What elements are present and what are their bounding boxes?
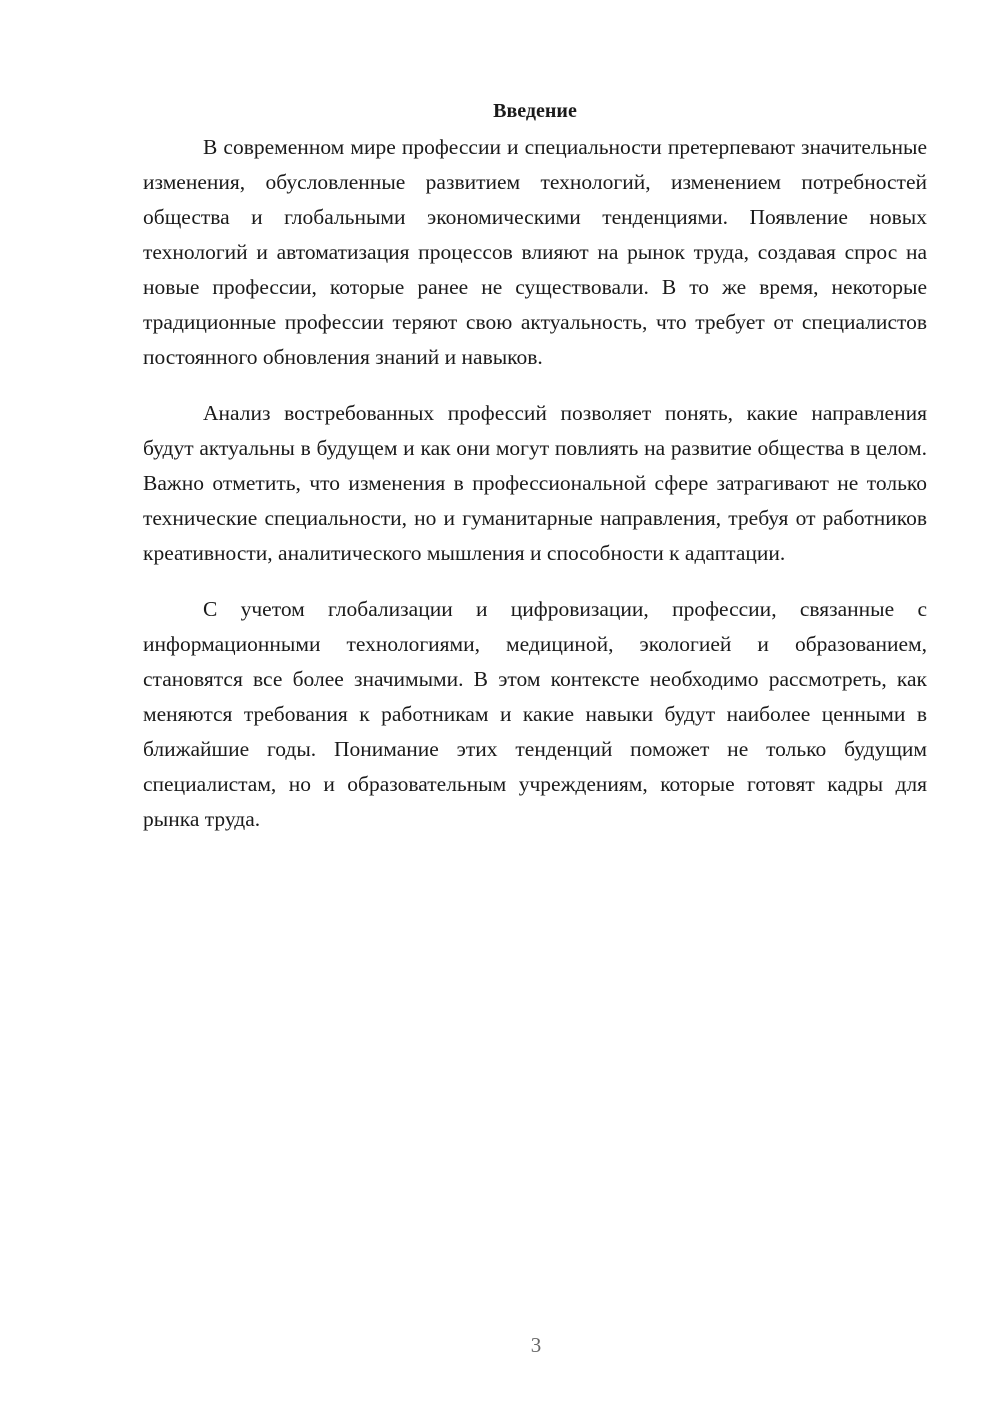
paragraph-2: Анализ востребованных профессий позволяет понять, какие направления будут актуальны в будущем и как они могут повлиять на развитие общества в целом. Важно отметить, что изменения в профессиональной сфере затрагивают не только технические специальности, но и гуманитарные направления, требуя от работников креативности, аналитического мышления и способности к адаптации.: [143, 401, 927, 565]
paragraph-3: С учетом глобализации и цифровизации, профессии, связанные с информационными технологиями, медициной, экологией и образованием, становятся все более значимыми. В этом контексте необходимо рассмотреть, как меняются требования к работникам и какие навыки будут наиболее ценными в ближайшие годы. Понимание этих тенденций поможет не только будущим специалистам, но и образовательным учреждениям, которые готовят кадры для рынка труда.: [143, 597, 927, 831]
paragraph-1: В современном мире профессии и специальности претерпевают значительные изменения, обусловленные развитием технологий, изменением потребностей общества и глобальными экономическими тенденциями. Появление новых технологий и автоматизация процессов влияют на рынок труда, создавая спрос на новые профессии, которые ранее не существовали. В то же время, некоторые традиционные профессии теряют свою актуальность, что требует от специалистов постоянного обновления знаний и навыков.: [143, 135, 927, 369]
page-number: 3: [530, 1333, 542, 1357]
page-content: [143, 96, 927, 858]
section-heading: Введение: [493, 100, 577, 122]
